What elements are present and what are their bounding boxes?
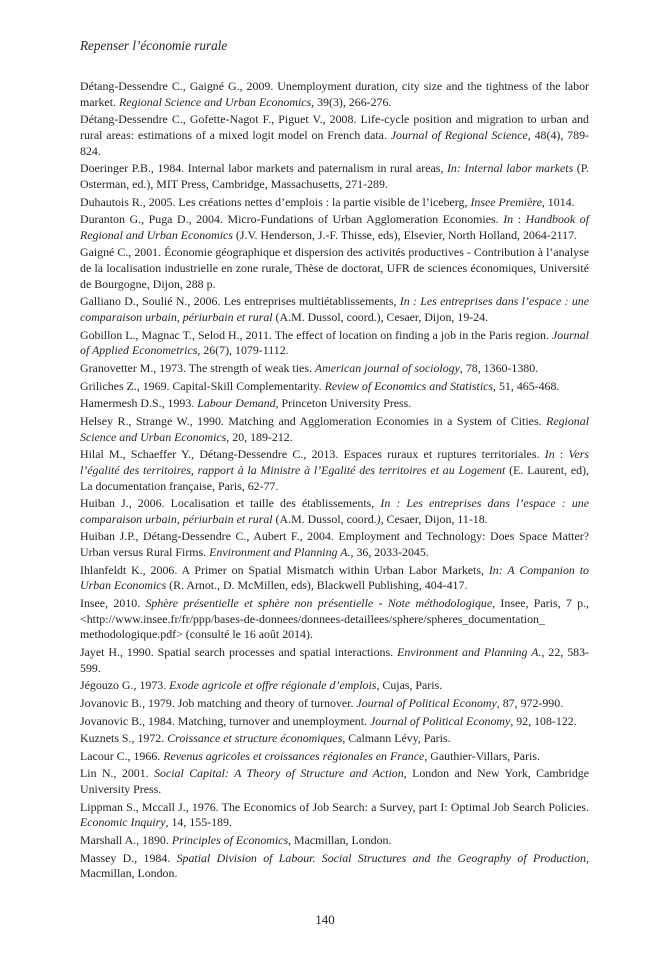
reference-text: Gaigné C., 2001. Économie géographique et dispersion des activités productives - Contribution à l’analyse de la localisation industrielle en zone rurale, Thèse de doctorat, UFR de sciences économiques, Université de Bourgogne, Dijon, 288 p. <box>80 245 589 291</box>
reference-text: Gobillon L., Magnac T., Selod H., 2011. The effect of location on finding a job in the Paris region. <box>80 327 552 342</box>
reference-text: , 87, 972-990. <box>496 695 564 710</box>
reference-text: , Insee, Paris, 7 p., <http://www.insee.fr/fr/ppp/bases-de-donnees/donnees-detaillees/sphere/spheres_documentation_ methodologique.pdf> (consulté le 16 août 2014). <box>80 596 589 642</box>
reference-text: , 39(3), 266-276. <box>311 94 392 109</box>
reference-text: Helsey R., Strange W., 1990. Matching and Agglomeration Economies in a System of Cities. <box>80 413 547 428</box>
reference-text: (R. Arnot., D. McMillen, eds), Blackwell Publishing, 404-417. <box>166 578 468 593</box>
reference-text: , London and New York, Cambridge University Press. <box>80 766 589 797</box>
reference-italic-text: Vers l’égalité des territoires, rapport à la Ministre à l’Egalité des territoires et au Logement <box>80 447 590 477</box>
reference-italic-text: Insee Première <box>470 194 542 209</box>
reference-entry <box>80 714 589 730</box>
reference-entry <box>80 766 589 797</box>
reference-text: Lin N., 2001. <box>80 766 155 781</box>
reference-list <box>80 79 589 884</box>
reference-text: , Princeton University Press. <box>275 396 412 411</box>
reference-entry <box>80 529 589 560</box>
reference-italic-text: Spatial Division of Labour. Social Structures and the Geography of Production <box>176 850 587 865</box>
reference-entry <box>80 79 589 110</box>
reference-italic-text: Regional Science and Urban Economics <box>118 94 312 109</box>
reference-entry <box>80 447 589 494</box>
reference-entry <box>80 379 589 395</box>
reference-italic-text: Labour Demand <box>197 396 276 411</box>
reference-text: , 26(7), 1079-1112. <box>197 343 289 358</box>
reference-italic-text: Principles of Economics <box>171 832 289 847</box>
reference-italic-text: Sphère présentielle et sphère non présentielle - Note méthodologique <box>145 596 493 611</box>
reference-text: Jégouzo G., 1973. <box>80 678 170 693</box>
reference-text: Huiban J.P., Détang-Dessendre C., Aubert F., 2004. Employment and Technology: Does Space Matter? Urban versus Rural Firms. <box>80 529 589 560</box>
reference-text: Insee, 2010. <box>80 596 146 611</box>
reference-text: Hilal M., Schaeffer Y., Détang-Dessendre C., 2013. Espaces ruraux et ruptures territoriales. <box>80 447 545 462</box>
reference-text: Jovanovic B., 1979. Job matching and theory of turnover. <box>80 695 357 710</box>
reference-text: Kuznets S., 1972. <box>80 731 168 746</box>
reference-text: Marshall A., 1890. <box>80 832 172 847</box>
reference-entry <box>80 294 589 325</box>
reference-text: , Macmillan, London. <box>288 832 392 847</box>
reference-text: , Cujas, Paris. <box>376 678 443 693</box>
reference-entry <box>80 161 589 192</box>
reference-text: Jayet H., 1990. Spatial search processes and spatial interactions. <box>80 645 398 660</box>
reference-entry <box>80 328 589 359</box>
reference-text: Détang-Dessendre C., Gaigné G., 2009. Unemployment duration, city size and the tightness of the labor market. <box>80 79 589 109</box>
reference-text: Duhautois R., 2005. Les créations nettes d’emplois : la partie visible de l’iceberg, <box>80 194 471 209</box>
reference-text: , Macmillan, London. <box>80 850 589 881</box>
reference-text: Jovanovic B., 1984. Matching, turnover and unemployment. <box>80 713 370 728</box>
reference-text: (J.V. Henderson, J.-F. Thisse, eds), Elsevier, North Holland, 2064-2117. <box>232 227 578 242</box>
reference-italic-text: In <box>544 447 555 462</box>
reference-entry <box>80 496 589 527</box>
reference-italic-text: Regional Science and Urban Economics <box>80 413 589 444</box>
reference-italic-text: In <box>503 212 514 227</box>
reference-italic-text: Journal of Regional Science <box>390 128 528 142</box>
reference-entry <box>80 833 589 849</box>
reference-italic-text: Exode agricole et offre régionale d’emplois <box>169 678 377 693</box>
reference-italic-text: Handbook of Regional and Urban Economics <box>80 212 589 242</box>
reference-text: (E. Laurent, ed), La documentation française, Paris, 62-77. <box>80 462 590 493</box>
reference-entry <box>80 195 589 211</box>
reference-text: Galliano D., Soulié N., 2006. Les entreprises multiétablissements <box>80 294 394 309</box>
reference-text: Lacour C., 1966. <box>80 748 164 763</box>
reference-text: , 1014. <box>541 194 575 209</box>
reference-text: Hamermesh D.S., 1993. <box>80 396 198 411</box>
reference-entry <box>80 112 589 159</box>
reference-text: (A.M. Dussol, coord.), Cesaer, Dijon, 19-24. <box>272 310 489 325</box>
reference-italic-text: Journal of Political Economy <box>356 695 497 710</box>
reference-text: Cesaer, Dijon, 11-18. <box>383 511 488 526</box>
reference-italic-text: ), <box>376 511 384 526</box>
reference-text: Griliches Z., 1969. Capital-Skill Complementarity. <box>80 378 325 393</box>
page-number: 140 <box>315 912 335 927</box>
reference-italic-text: , In : Les entreprises dans l’espace : une comparaison urbain, périurbain et rural <box>80 294 589 325</box>
reference-entry <box>80 696 589 712</box>
reference-entry <box>80 414 589 445</box>
reference-text: , 48(4), 789-824. <box>80 128 589 158</box>
reference-entry <box>80 396 589 412</box>
reference-text: Duranton G., Puga D., 2004. Micro-Fundations of Urban Agglomeration Economies. <box>80 212 504 227</box>
reference-text: , 20, 189-212. <box>226 429 293 444</box>
reference-text: Détang-Dessendre C., Gofette-Nagot F., Piguet V., 2008. Life-cycle position and migration to urban and rural areas: estimations of a mixed logit model on French data. <box>80 112 589 142</box>
running-header: Repenser l’économie rurale <box>80 38 228 53</box>
reference-entry <box>80 361 589 377</box>
reference-italic-text: Journal of Applied Econometrics <box>80 327 589 358</box>
reference-text: Lippman S., Mccall J., 1976. The Economics of Job Search: a Survey, part I: Optimal Job Search Policies. <box>80 799 589 814</box>
reference-text: (P. Osterman, ed.), MIT Press, Cambridge, Massachusetts, 271-289. <box>80 161 589 191</box>
reference-text: Doeringer P.B., 1984. Internal labor markets and paternalism in rural areas <box>80 161 441 176</box>
reference-entry <box>80 596 589 643</box>
reference-text: , 14, 155-189. <box>165 815 232 830</box>
reference-italic-text: Economic Inquiry <box>80 815 166 830</box>
reference-italic-text: , In: Internal labor markets <box>440 161 574 176</box>
reference-italic-text: Social Capital: A Theory of Structure and Action <box>154 766 404 781</box>
reference-entry <box>80 645 589 676</box>
reference-text: (A.M. Dussol, coord. <box>272 511 377 526</box>
reference-italic-text: Environment and Planning A. <box>397 645 542 660</box>
reference-text: , 51, 465-468. <box>493 378 560 393</box>
reference-entry <box>80 800 589 831</box>
reference-italic-text: Environment and Planning A. <box>209 545 351 560</box>
reference-entry <box>80 731 589 747</box>
reference-text: Huiban J., 2006. Localisation et taille des établissements, <box>80 496 381 511</box>
reference-italic-text: In: A Companion to Urban Economics <box>80 562 589 593</box>
reference-text: Ihlanfeldt K., 2006. A Primer on Spatial Mismatch within Urban Labor Markets, <box>80 562 489 577</box>
reference-text: Massey D., 1984. <box>80 850 177 865</box>
reference-entry <box>80 749 589 765</box>
reference-italic-text: American journal of sociology <box>314 361 460 376</box>
reference-italic-text: In : Les entreprises dans l’espace : une comparaison urbain, périurbain et rural <box>80 496 589 526</box>
reference-text: : <box>554 447 569 462</box>
reference-text: , Gauthier-Villars, Paris. <box>424 748 540 763</box>
reference-italic-text: Revenus agricoles et croissances régionales en France <box>163 748 425 763</box>
reference-text: : <box>513 212 526 227</box>
reference-text: , 22, 583-599. <box>80 645 590 675</box>
reference-text: , 78, 1360-1380. <box>459 361 539 376</box>
reference-entry <box>80 245 589 292</box>
reference-italic-text: Review of Economics and Statistics <box>324 378 494 393</box>
reference-text: , Calmann Lévy, Paris. <box>342 731 451 746</box>
reference-italic-text: Croissance et structure économiques <box>167 731 343 746</box>
reference-entry <box>80 212 589 243</box>
reference-text: , 36, 2033-2045. <box>350 545 429 560</box>
reference-entry <box>80 678 589 694</box>
reference-entry <box>80 563 589 594</box>
reference-italic-text: Journal of Political Economy <box>369 713 511 728</box>
reference-text: , 92, 108-122. <box>510 713 577 728</box>
reference-entry <box>80 851 589 882</box>
reference-text: Granovetter M., 1973. The strength of weak ties. <box>80 361 315 376</box>
